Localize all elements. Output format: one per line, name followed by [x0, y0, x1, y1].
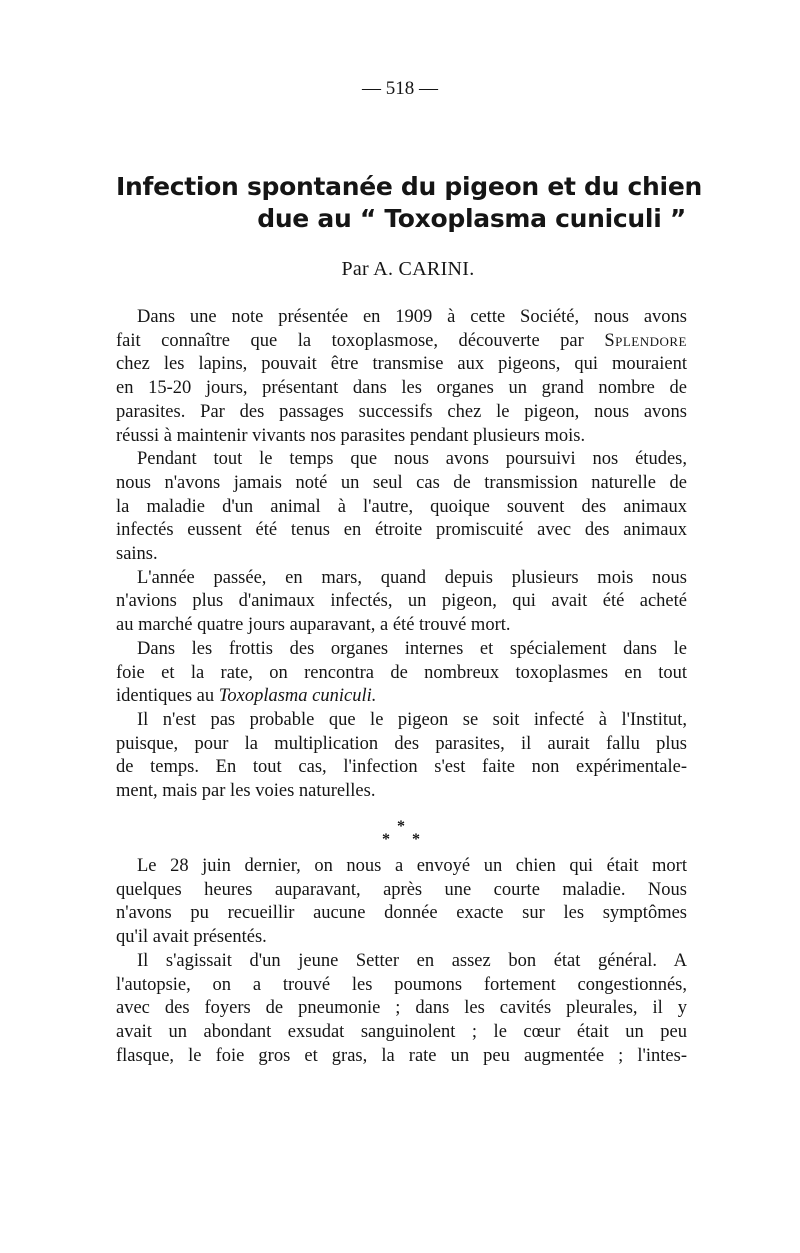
text-line: n'avions plus d'animaux infectés, un pigeon, qui avait été acheté [116, 591, 687, 612]
text-line: nous n'avons jamais noté un seul cas de transmission naturelle de [116, 472, 687, 493]
asterism-star-top: * [397, 818, 405, 835]
text-line: en 15-20 jours, présentant dans les organes un grand nombre de [116, 378, 687, 399]
text-line: puisque, pour la multiplication des parasites, il aurait fallu plus [116, 733, 687, 754]
author-name-splendore: Splendore [604, 330, 687, 351]
text-line: Dans une note présentée en 1909 à cette Société, nous avons [137, 307, 687, 327]
text-line: Dans les frottis des organes internes et spécialement dans le [137, 638, 687, 659]
text-fragment: identiques au [116, 686, 219, 707]
text-line: Pendant tout le temps que nous avons poursuivi nos études, [137, 449, 687, 470]
text-line: sains. [116, 544, 158, 565]
text-line: Il n'est pas probable que le pigeon se soit infecté à l'Institut, [137, 709, 687, 730]
text-line: ment, mais par les voies naturelles. [116, 781, 376, 802]
text-fragment: fait connaître que la toxoplasmose, découverte par [116, 330, 605, 351]
body-text-section-2 [116, 855, 687, 1068]
text-line: la maladie d'un animal à l'autre, quoique souvent des animaux [116, 496, 687, 517]
article-title-line-1: Infection spontanée du pigeon et du chien [116, 172, 702, 201]
text-line: réussi à maintenir vivants nos parasites pendant plusieurs mois. [116, 425, 586, 446]
text-line: parasites. Par des passages successifs chez le pigeon, nous avons [116, 401, 687, 422]
asterism-star-left: * [382, 831, 390, 848]
text-line: chez les lapins, pouvait être transmise aux pigeons, qui mouraient [116, 354, 687, 375]
text-line: avec des foyers de pneumonie ; dans les cavités pleurales, il y [116, 998, 687, 1019]
text-line: Il s'agissait d'un jeune Setter en assez bon état général. A [137, 950, 687, 971]
text-line: quelques heures auparavant, après une courte maladie. Nous [116, 879, 687, 900]
species-name-italic: Toxoplasma cuniculi. [218, 686, 377, 707]
text-line: n'avons pu recueillir aucune donnée exacte sur les symptômes [116, 903, 687, 924]
author-byline: Par A. CARINI. [341, 258, 475, 280]
text-line: foie et la rate, on rencontra de nombreux toxoplasmes en tout [116, 662, 687, 683]
text-line: au marché quatre jours auparavant, a été trouvé mort. [116, 615, 511, 636]
asterism-star-right: * [412, 831, 420, 848]
page-number: — 518 — [362, 78, 438, 99]
text-line: l'autopsie, on a trouvé les poumons fortement congestionnés, [116, 974, 687, 995]
text-line [116, 685, 687, 709]
text-line: avait un abondant exsudat sanguinolent ; le cœur était un peu [116, 1021, 687, 1042]
text-line: L'année passée, en mars, quand depuis plusieurs mois nous [137, 567, 687, 588]
text-line: Le 28 juin dernier, on nous a envoyé un chien qui était mort [137, 856, 687, 876]
text-line: flasque, le foie gros et gras, la rate un peu augmentée ; l'intes- [116, 1045, 687, 1066]
article-title-line-2: due au “ Toxoplasma cuniculi ” [257, 204, 686, 233]
section-asterism [370, 818, 430, 848]
text-line: infectés eussent été tenus en étroite promiscuité avec des animaux [116, 520, 687, 541]
body-text-section-1 [116, 306, 687, 804]
text-line: de temps. En tout cas, l'infection s'est faite non expérimentale- [116, 757, 687, 778]
text-line: qu'il avait présentés. [116, 927, 267, 948]
text-line [116, 330, 687, 354]
